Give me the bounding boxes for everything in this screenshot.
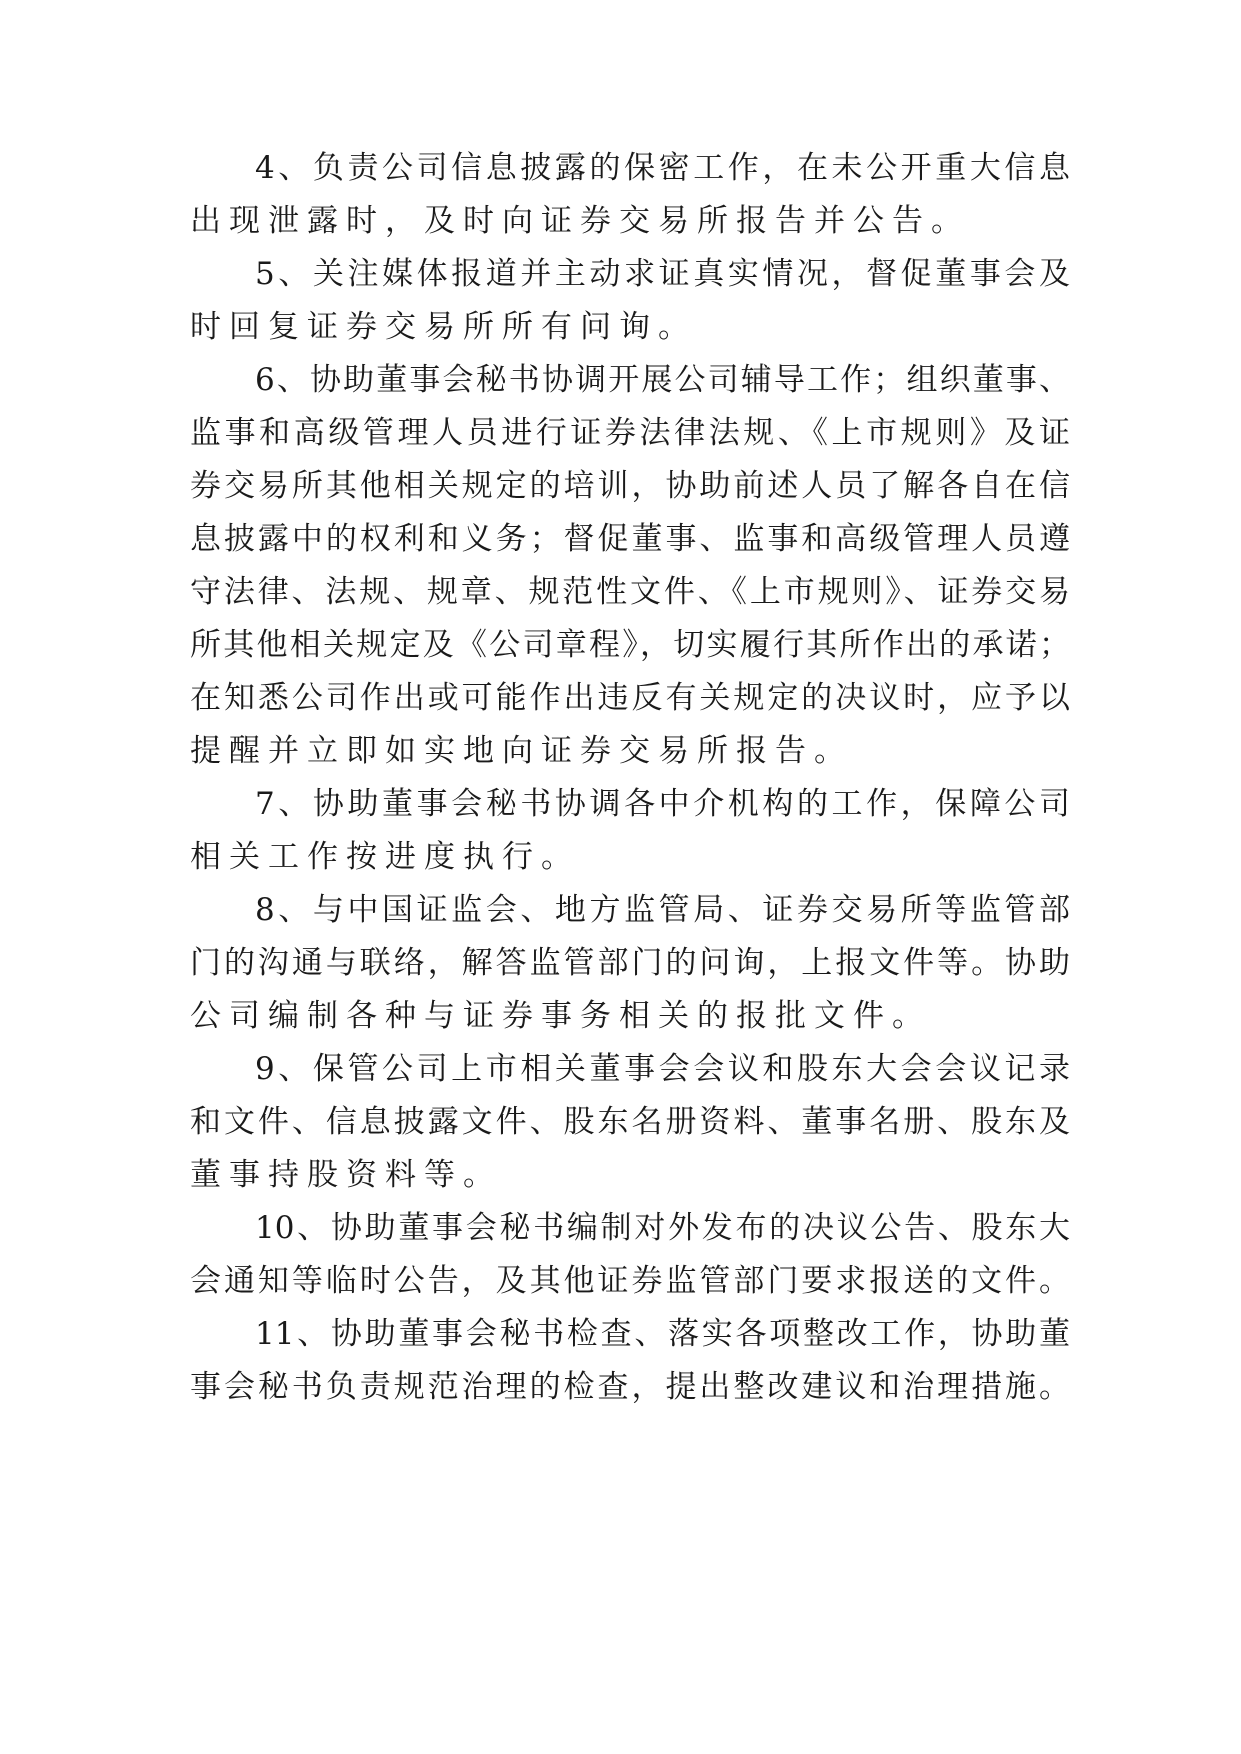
- paragraph-8-line-1: 8、与中国证监会、地方监管局、证券交易所等监管部: [255, 892, 1070, 928]
- paragraph-6-line-4: 息披露中的权利和义务；督促董事、监事和高级管理人员遵: [190, 521, 1070, 557]
- paragraph-5-line-2: 时回复证券交易所所有问询。: [190, 309, 697, 345]
- paragraph-6-line-8: 提醒并立即如实地向证券交易所报告。: [190, 733, 853, 769]
- paragraph-6-line-6: 所其他相关规定及《公司章程》，切实履行其所作出的承诺；: [190, 627, 1070, 663]
- paragraph-6-line-7: 在知悉公司作出或可能作出违反有关规定的决议时，应予以: [190, 680, 1070, 716]
- paragraph-5-line-1: 5、关注媒体报道并主动求证真实情况，督促董事会及: [255, 256, 1070, 292]
- paragraph-11-line-2: 事会秘书负责规范治理的检查，提出整改建议和治理措施。: [190, 1369, 1070, 1405]
- paragraph-4-line-1: 4、负责公司信息披露的保密工作，在未公开重大信息: [255, 150, 1070, 186]
- paragraph-6-line-1: 6、协助董事会秘书协调开展公司辅导工作；组织董事、: [255, 362, 1070, 398]
- paragraph-10-line-1: 10、协助董事会秘书编制对外发布的决议公告、股东大: [255, 1210, 1070, 1246]
- paragraph-9-line-1: 9、保管公司上市相关董事会会议和股东大会会议记录: [255, 1051, 1070, 1087]
- paragraph-8-line-3: 公司编制各种与证券事务相关的报批文件。: [190, 998, 931, 1034]
- paragraph-10-line-2: 会通知等临时公告，及其他证券监管部门要求报送的文件。: [190, 1263, 1070, 1299]
- paragraph-6-line-3: 券交易所其他相关规定的培训，协助前述人员了解各自在信: [190, 468, 1070, 504]
- paragraph-11-line-1: 11、协助董事会秘书检查、落实各项整改工作，协助董: [255, 1316, 1070, 1352]
- paragraph-8-line-2: 门的沟通与联络，解答监管部门的问询，上报文件等。协助: [190, 945, 1070, 981]
- paragraph-6-line-5: 守法律、法规、规章、规范性文件、《上市规则》、证券交易: [190, 574, 1070, 610]
- paragraph-7-line-1: 7、协助董事会秘书协调各中介机构的工作，保障公司: [255, 786, 1070, 822]
- paragraph-7-line-2: 相关工作按进度执行。: [190, 839, 580, 875]
- paragraph-9-line-2: 和文件、信息披露文件、股东名册资料、董事名册、股东及: [190, 1104, 1070, 1140]
- paragraph-4-line-2: 出现泄露时，及时向证券交易所报告并公告。: [190, 203, 970, 239]
- paragraph-6-line-2: 监事和高级管理人员进行证券法律法规、《上市规则》及证: [190, 415, 1070, 451]
- paragraph-9-line-3: 董事持股资料等。: [190, 1157, 502, 1193]
